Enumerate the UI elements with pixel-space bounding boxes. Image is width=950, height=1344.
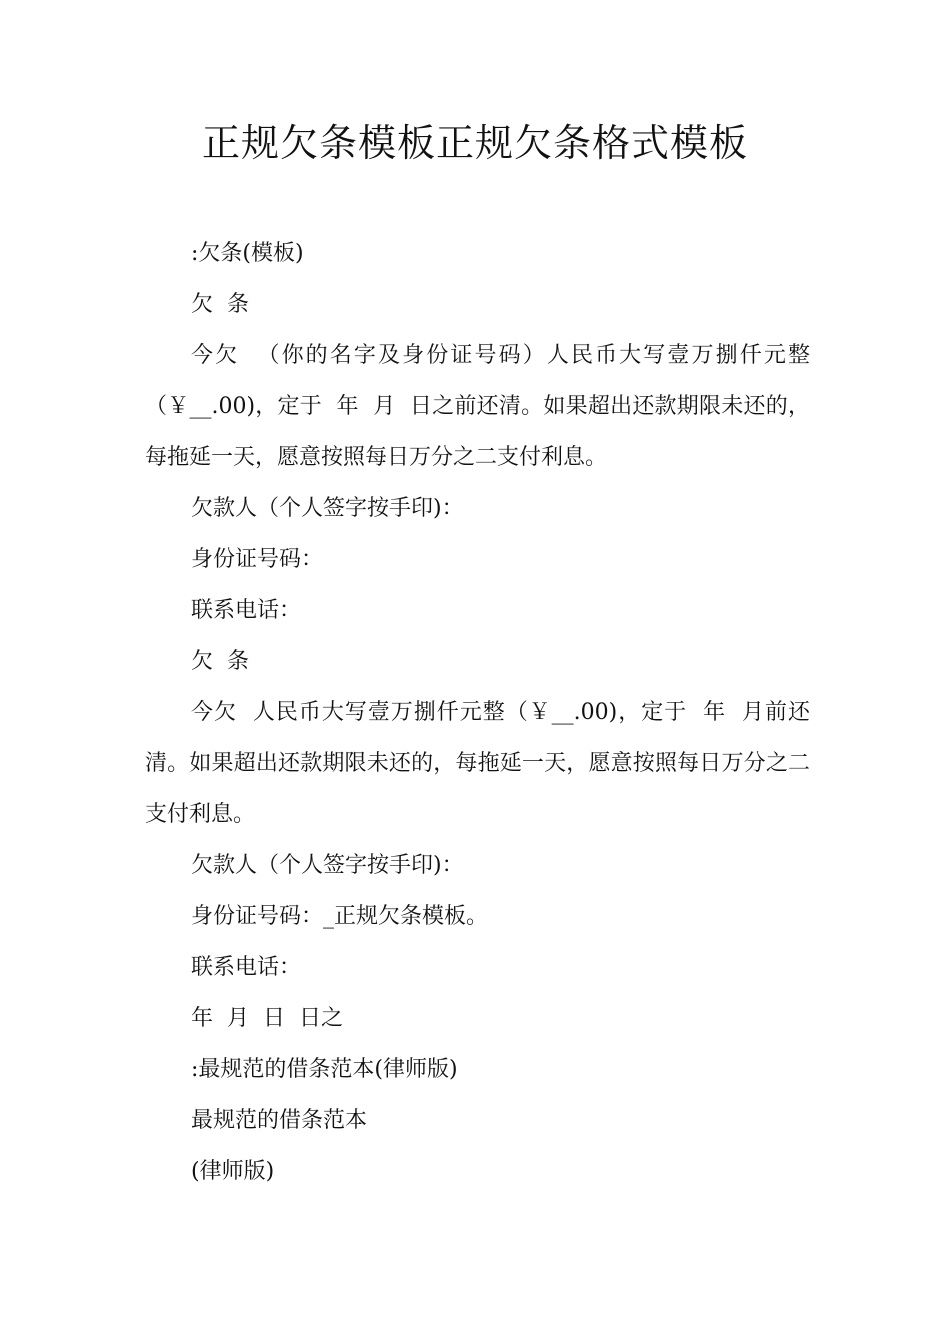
paragraph-iou-body-1: 今欠 （你的名字及身份证号码）人民币大写壹万捌仟元整（￥__.00)，定于 年 月 日之前还清。如果超出还款期限未还的，每拖延一天，愿意按照每日万分之二支付利息。 <box>145 343 810 470</box>
paragraph-phone-2: 联系电话： <box>191 955 302 980</box>
paragraph-heading-template: :欠条(模板) <box>191 241 304 266</box>
document-title: 正规欠条模板正规欠条格式模板 <box>201 121 748 165</box>
paragraph-id-number-2: 身份证号码：_正规欠条模板。 <box>191 904 489 929</box>
paragraph-lawyer-version: (律师版) <box>191 1159 275 1184</box>
paragraph-debtor-1: 欠款人（个人签字按手印)： <box>191 496 464 521</box>
paragraph-debtor-2: 欠款人（个人签字按手印)： <box>191 853 464 878</box>
paragraph-phone-1: 联系电话： <box>191 598 302 623</box>
paragraph-date: 年 月 日 日之 <box>191 1006 343 1031</box>
paragraph-iou-title-1: 欠 条 <box>191 292 249 317</box>
paragraph-iou-body-2: 今欠 人民币大写壹万捌仟元整（￥__.00)，定于 年 月前还清。如果超出还款期限未还的，每拖延一天，愿意按照每日万分之二支付利息。 <box>145 700 810 827</box>
paragraph-loan-template-title: 最规范的借条范本 <box>191 1108 368 1133</box>
paragraph-heading-lawyer: :最规范的借条范本(律师版) <box>191 1057 458 1082</box>
document-body <box>145 228 810 1197</box>
paragraph-iou-title-2: 欠 条 <box>191 649 249 674</box>
paragraph-id-number-1: 身份证号码： <box>191 547 324 572</box>
